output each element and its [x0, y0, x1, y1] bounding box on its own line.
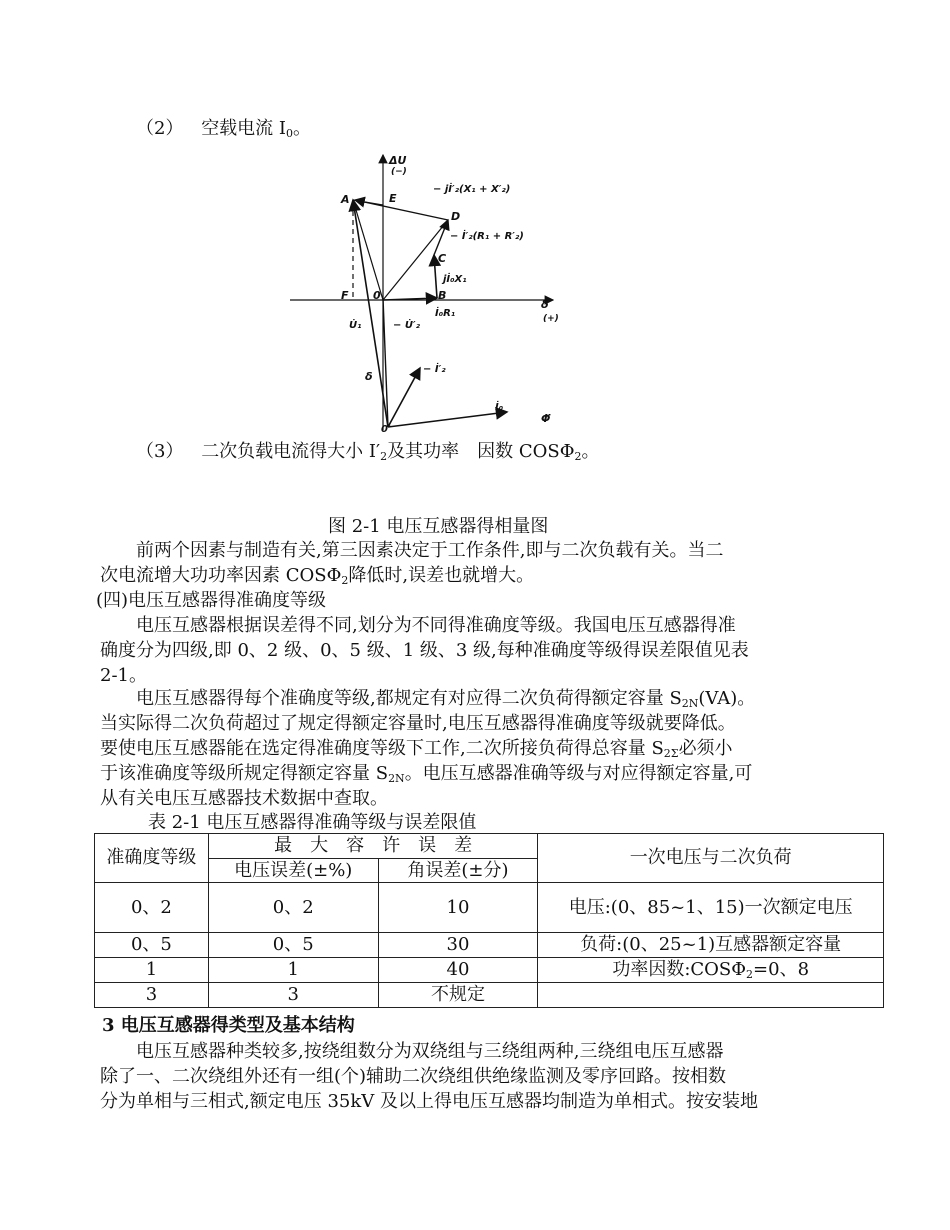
- table-row: [95, 933, 884, 958]
- punctuation: 。: [581, 441, 600, 462]
- paragraph-line: 电压互感器种类较多,按绕组数分为双绕组与三绕组两种,三绕组电压互感器: [100, 1041, 724, 1062]
- ji0x1-phasor: [434, 255, 437, 298]
- punctuation: 。: [293, 118, 312, 139]
- subscript: 0: [286, 127, 294, 140]
- item-text: 二次负载电流得大小 I′: [201, 441, 381, 462]
- label-o-prime: 0′: [381, 424, 391, 435]
- accuracy-table: [94, 833, 884, 1008]
- item-number: （3）: [136, 441, 184, 462]
- paragraph-line: 当实际得二次负荷超过了规定得额定容量时,电压互感器得准确度等级就要降低。: [100, 713, 736, 734]
- cell-condition: 功率因数$:COS\Phi_2=0$、8: [538, 958, 884, 983]
- paragraph-line: 从有关电压互感器技术数据中查取。: [100, 788, 388, 809]
- label-drop-x: − jİ′₂(X₁ + X′₂): [433, 184, 511, 195]
- cell-voltage-error: 0、5: [208, 933, 378, 958]
- cell-angle-error: 10: [378, 883, 538, 933]
- cell-angle-error: 30: [378, 933, 538, 958]
- section-heading: (四)电压互感器得准确度等级: [96, 590, 327, 611]
- label-e: E: [389, 192, 397, 205]
- paragraph-line: 于该准确度等级所规定得额定容量 $S_{2N}$。电压互感器准确等级与对应得额定容量,可: [100, 763, 753, 785]
- item-text: 空载电流 I: [201, 118, 287, 139]
- paragraph-line: 电压互感器根据误差得不同,划分为不同得准确度等级。我国电压互感器得准: [100, 615, 736, 636]
- label-f: F: [341, 289, 349, 302]
- label-delta-angle: δ: [365, 370, 373, 383]
- label-d: D: [451, 210, 461, 223]
- i2-phasor: [388, 368, 420, 427]
- label-u2: − U̇′₂: [393, 320, 420, 331]
- label-delta-sign: (+): [543, 314, 559, 324]
- cell-condition: 负荷:(0、25~1)互感器额定容量: [538, 933, 884, 958]
- header-condition: 一次电压与二次负荷: [538, 834, 884, 883]
- header-grade: 准确度等级: [95, 834, 209, 883]
- table-row: [95, 983, 884, 1008]
- label-ji0x1: jİ₀X₁: [443, 274, 467, 285]
- label-a: A: [341, 193, 350, 206]
- paragraph-line: 电压互感器得每个准确度等级,都规定有对应得二次负荷得额定容量 $S_{2N}(VA)$。: [100, 688, 756, 710]
- i0-phasor: [388, 412, 507, 427]
- label-delta-u: ΔU: [389, 154, 407, 167]
- item-number: （2）: [136, 118, 184, 139]
- label-u1: U̇₁: [349, 320, 362, 331]
- cell-voltage-error: 3: [208, 983, 378, 1008]
- cell-voltage-error: 0、2: [208, 883, 378, 933]
- label-o: 0: [373, 289, 381, 302]
- cell-angle-error: 不规定: [378, 983, 538, 1008]
- ae-line: [353, 200, 383, 205]
- cell-grade: 0、5: [95, 933, 209, 958]
- drop-r-phasor: [434, 220, 448, 255]
- label-c: C: [438, 252, 447, 265]
- paragraph-line: 确度分为四级,即 0、2 级、0、5 级、1 级、3 级,每种准确度等级得误差限值见表: [100, 640, 749, 661]
- table-caption: 表 2-1 电压互感器得准确等级与误差限值: [148, 812, 477, 833]
- oa-line: [353, 200, 383, 300]
- phasor-diagram: [285, 150, 575, 435]
- paragraph-line: 前两个因素与制造有关,第三因素决定于工作条件,即与二次负载有关。当二: [100, 540, 724, 561]
- section-heading-3: 3 电压互感器得类型及基本结构: [102, 1015, 355, 1036]
- header-max-error: 最 大 容 许 误 差: [208, 834, 538, 859]
- label-phi: Φ̇: [541, 412, 551, 425]
- label-b: B: [438, 289, 447, 302]
- label-drop-r: − İ′₂(R₁ + R′₂): [450, 231, 524, 242]
- paragraph-line: 除了一、二次绕组外还有一组(个)辅助二次绕组供绝缘监测及零序回路。按相数: [100, 1066, 727, 1087]
- list-item-2: [136, 117, 311, 140]
- table-row: [95, 958, 884, 983]
- item-text-2: 及其功率 因数 COSΦ: [387, 441, 575, 462]
- label-delta-axis: δ: [541, 298, 549, 311]
- paragraph-line: 2-1。: [100, 665, 147, 686]
- cell-condition-empty: [538, 983, 884, 1008]
- label-i0: İ₀: [495, 402, 504, 413]
- cell-grade: 3: [95, 983, 209, 1008]
- header-voltage-error: 电压误差(±%): [208, 859, 378, 883]
- list-item-3: [136, 440, 599, 463]
- cell-angle-error: 40: [378, 958, 538, 983]
- cell-voltage-error: 1: [208, 958, 378, 983]
- paragraph-line: 要使电压互感器能在选定得准确度等级下工作,二次所接负荷得总容量 $S_{2\Sigma}$必须小: [100, 738, 733, 760]
- label-i0r1: İ₀R₁: [435, 308, 456, 319]
- figure-caption: 图 2-1 电压互感器得相量图: [328, 516, 549, 537]
- paragraph-line: 分为单相与三相式,额定电压 35kV 及以上得电压互感器均制造为单相式。按安装地: [100, 1091, 758, 1112]
- paragraph-line: 次电流增大功功率因素 $COS\Phi_2$降低时,误差也就增大。: [100, 565, 535, 587]
- cell-grade: 0、2: [95, 883, 209, 933]
- subscript: 2: [574, 450, 582, 463]
- cell-grade: 1: [95, 958, 209, 983]
- table-row: [95, 883, 884, 933]
- label-i2: − İ′₂: [423, 364, 446, 375]
- subscript: 2: [380, 450, 388, 463]
- label-delta-u-sign: (−): [391, 167, 407, 177]
- header-angle-error: 角误差(±分): [378, 859, 538, 883]
- cell-condition: 电压:(0、85~1、15)一次额定电压: [538, 883, 884, 933]
